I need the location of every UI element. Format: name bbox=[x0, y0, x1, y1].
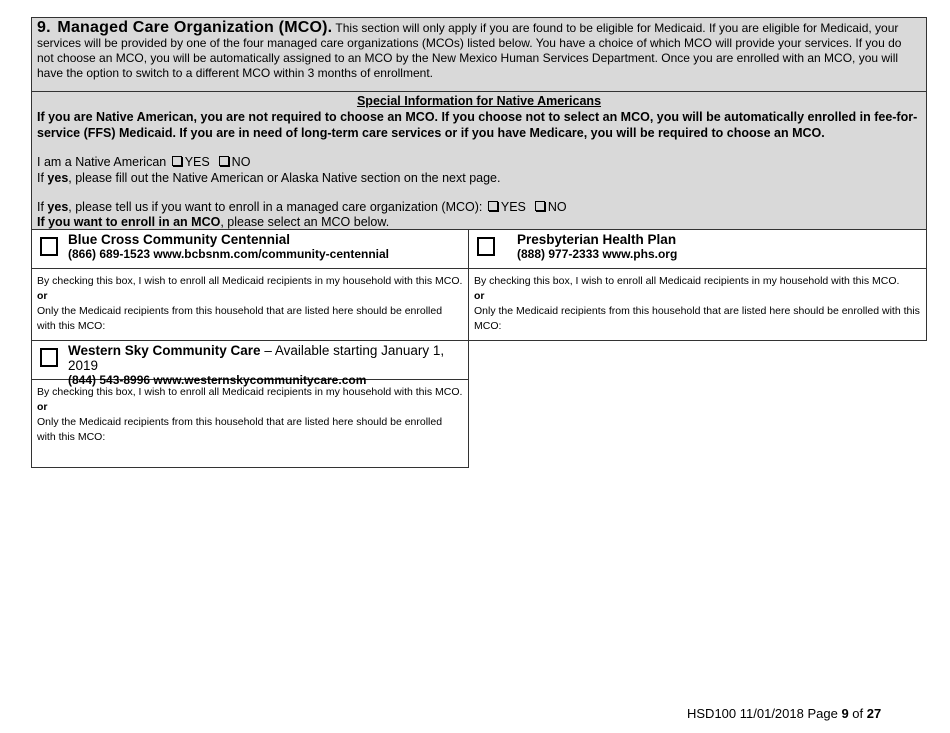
mco-name: Presbyterian Health Plan bbox=[517, 232, 677, 247]
section-title: Managed Care Organization (MCO). bbox=[57, 19, 333, 36]
section-intro: This section will only apply if you are found to be eligible for Medicaid. If you are eligible for Medicaid, your services will be provided by one of the four managed care organizations (MCOs) listed below. You have a choice of which MCO will provide your services. If you do not choose an MCO, you will be automatically assigned to an MCO by the New Mexico Human Services Department. Once you are enrolled with an MCO, you will have the option to switch to a different MCO within 3 months of enrollment. bbox=[37, 21, 902, 80]
mco-checkbox-presbyterian[interactable] bbox=[477, 237, 495, 256]
mco-contact: (888) 977-2333 www.phs.org bbox=[517, 247, 678, 261]
mco-checkbox-western-sky[interactable] bbox=[40, 348, 58, 367]
native-yes-checkbox[interactable] bbox=[172, 156, 182, 166]
mco-option-blue-cross bbox=[31, 230, 469, 341]
native-question: I am a Native American YES NO bbox=[37, 155, 251, 169]
page-footer: HSD100 11/01/2018 Page 9 of 27 bbox=[687, 706, 882, 721]
mco-row-1 bbox=[31, 230, 927, 341]
mco-section bbox=[31, 17, 927, 468]
native-heading: Special Information for Native Americans bbox=[356, 94, 602, 108]
section-header bbox=[31, 17, 927, 92]
mco-option-western-sky bbox=[31, 341, 469, 468]
mco-name: Western Sky Community Care – Available starting January 1, 2019 bbox=[68, 343, 445, 373]
native-notice: If you are Native American, you are not required to choose an MCO. If you choose not to select an MCO, you will be automatically enrolled in fee-for-service (FFS) Medicaid. If you are in need of long-term care services or if you have Medicare, you will be required to choose an MCO. bbox=[37, 110, 918, 140]
native-followup: If yes, please fill out the Native American or Alaska Native section on the next page. bbox=[37, 171, 501, 185]
mco-contact: (866) 689-1523 www.bcbsnm.com/community-centennial bbox=[68, 247, 389, 261]
enroll-question: If yes, please tell us if you want to enroll in a managed care organization (MCO): YES NO bbox=[37, 200, 567, 214]
section-number: 9. bbox=[37, 19, 51, 36]
native-no-checkbox[interactable] bbox=[219, 156, 229, 166]
enroll-yes-checkbox[interactable] bbox=[488, 201, 498, 211]
enroll-no-checkbox[interactable] bbox=[535, 201, 545, 211]
mco-enroll-text: By checking this box, I wish to enroll all Medicaid recipients in my household with this MCO. or Only the Medicaid recipients from this household that are listed here should be enrolled with this MCO: bbox=[474, 275, 920, 332]
native-american-info bbox=[31, 92, 927, 230]
mco-enroll-text: By checking this box, I wish to enroll all Medicaid recipients in my household with this MCO. or Only the Medicaid recipients from this household that are listed here should be enrolled with this MCO: bbox=[37, 386, 463, 443]
mco-enroll-text: By checking this box, I wish to enroll all Medicaid recipients in my household with this MCO. or Only the Medicaid recipients from this household that are listed here should be enrolled with this MCO: bbox=[37, 275, 463, 332]
mco-name: Blue Cross Community Centennial bbox=[68, 232, 291, 247]
mco-option-presbyterian bbox=[469, 230, 927, 341]
mco-row-2 bbox=[31, 341, 927, 468]
select-mco-instruction: If you want to enroll in an MCO, please select an MCO below. bbox=[37, 215, 390, 229]
mco-contact: (844) 543-8996 www.westernskycommunitycare.com bbox=[68, 373, 367, 387]
mco-checkbox-blue-cross[interactable] bbox=[40, 237, 58, 256]
